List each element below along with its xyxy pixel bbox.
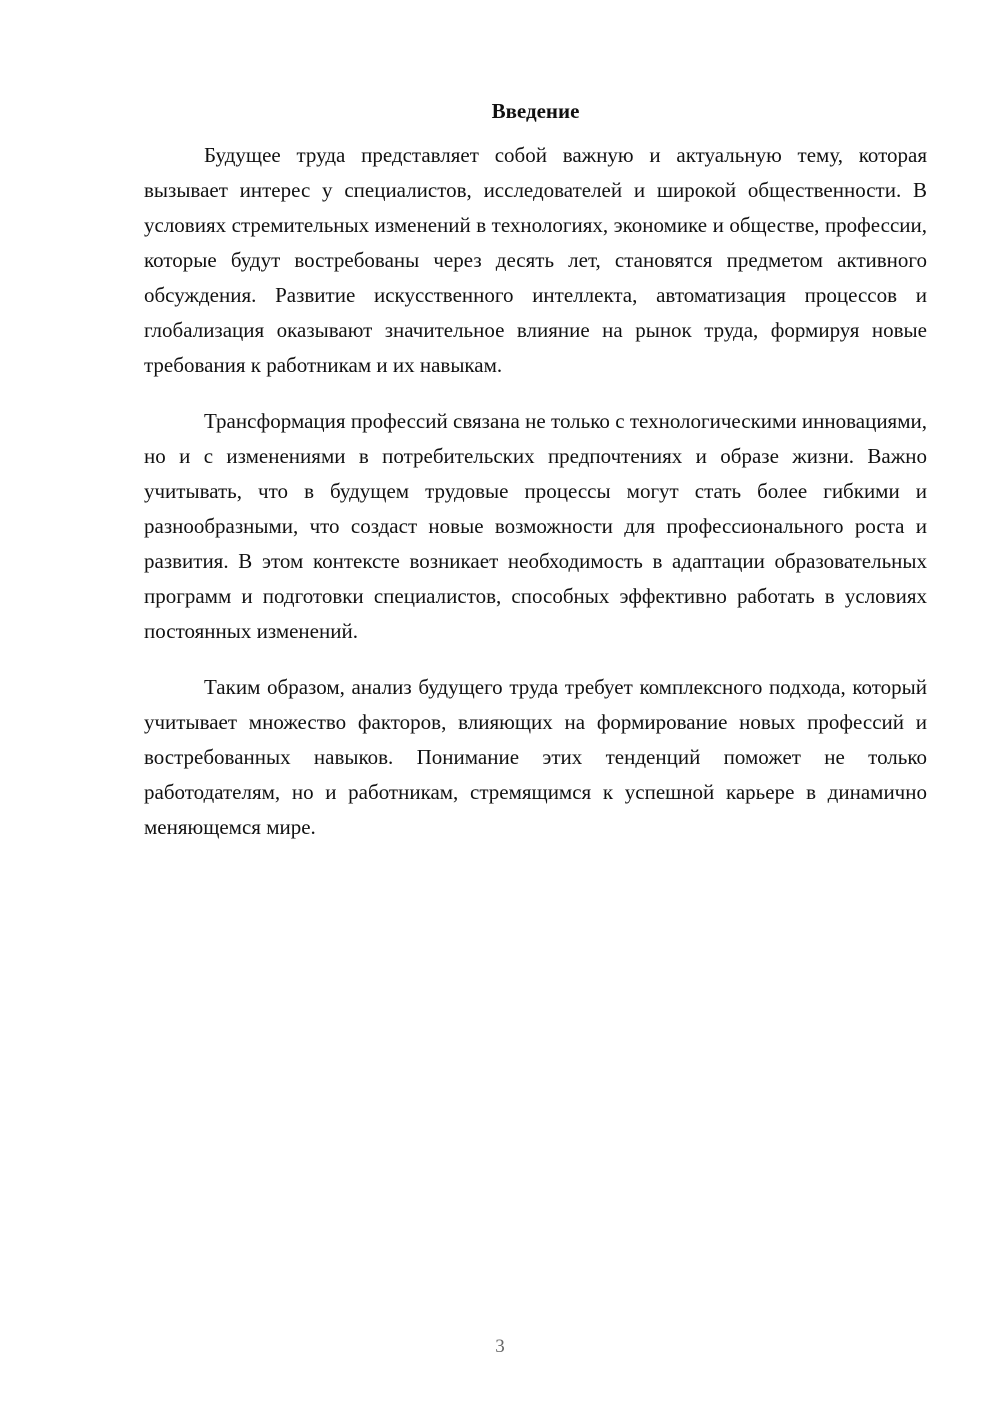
paragraph-2: Трансформация профессий связана не только с технологическими инновациями, но и с изменениями в потребительских предпочтениях и образе жизни. Важно учитывать, что в будущем трудовые процессы могут стать более гибкими и разнообразными, что создаст новые возможности для профессионального роста и развития. В этом контексте возникает необходимость в адаптации образовательных программ и подготовки специалистов, способных эффективно работать в условиях постоянных изменений. xyxy=(144,409,927,643)
paragraph-3: Таким образом, анализ будущего труда требует комплексного подхода, который учитывает множество факторов, влияющих на формирование новых профессий и востребованных навыков. Понимание этих тенденций поможет не только работодателям, но и работникам, стремящимся к успешной карьере в динамично меняющемся мире. xyxy=(144,675,927,839)
section-heading: Введение xyxy=(491,99,580,123)
paragraph-1: Будущее труда представляет собой важную и актуальную тему, которая вызывает интерес у специалистов, исследователей и широкой общественности. В условиях стремительных изменений в технологиях, экономике и обществе, профессии, которые будут востребованы через десять лет, становятся предметом активного обсуждения. Развитие искусственного интеллекта, автоматизация процессов и глобализация оказывают значительное влияние на рынок труда, формируя новые требования к работникам и их навыкам. xyxy=(144,143,927,377)
page-content xyxy=(144,96,927,866)
page-number: 3 xyxy=(495,1336,505,1357)
